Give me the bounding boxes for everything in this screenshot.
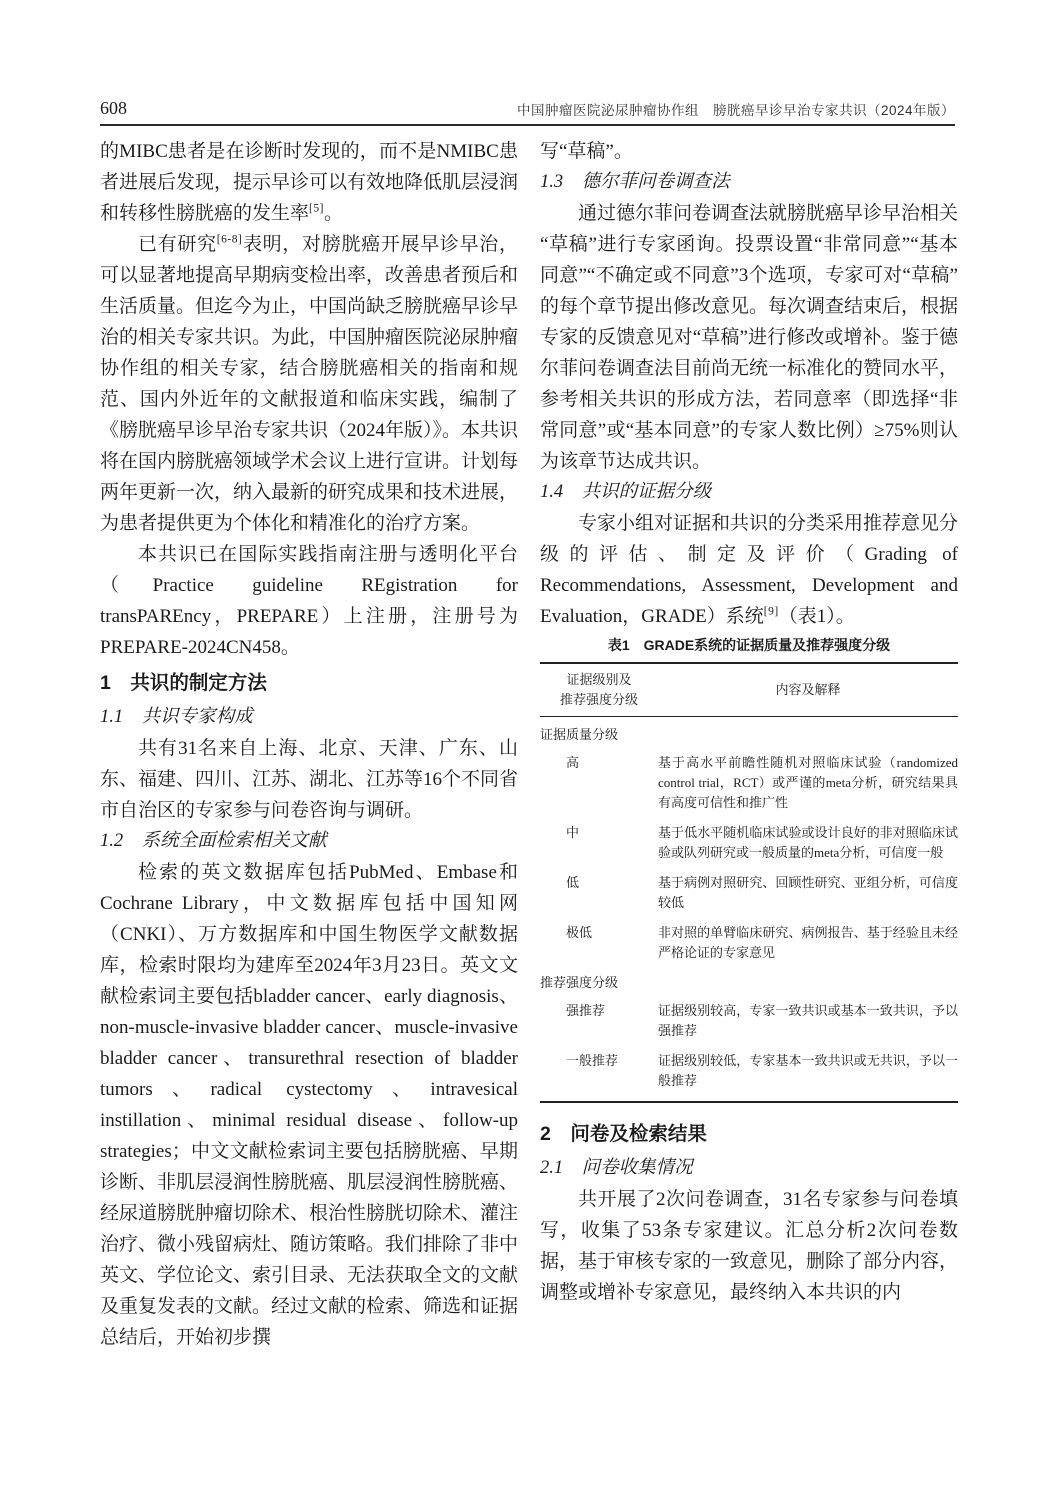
page-header bbox=[100, 98, 955, 126]
subsection-heading-1-2: 1.2 系统全面检索相关文献 bbox=[100, 831, 327, 851]
table-row-label: 强推荐 bbox=[566, 1003, 606, 1018]
table-row-desc: 基于低水平随机临床试验或设计良好的非对照临床试验或队列研究或一般质量的meta分析，可信度一般 bbox=[658, 825, 958, 860]
table-section-label: 证据质量分级 bbox=[540, 727, 619, 742]
paragraph bbox=[100, 229, 518, 539]
paragraph: 共有31名来自上海、北京、天津、广东、山东、福建、四川、江苏、湖北、江苏等16个不同省市自治区的专家参与问卷咨询与调研。 bbox=[100, 738, 519, 821]
table-row bbox=[540, 815, 958, 865]
grade-table bbox=[540, 662, 958, 1103]
left-column bbox=[100, 136, 518, 1353]
right-column bbox=[540, 136, 958, 1353]
paragraph: 写“草稿”。 bbox=[540, 141, 633, 162]
paragraph-text: 表明，对膀胱癌开展早诊早治，可以显著地提高早期病变检出率，改善患者预后和生活质量。但迄今为止，中国尚缺乏膀胱癌早诊早治的相关专家共识。为此，中国肿瘤医院泌尿肿瘤协作组的相关专家，结合膀胱癌相关的指南和规范、国内外近年的文献报道和临床实践，编制了《膀胱癌早诊早治专家共识（2024年版）》。本共识将在国内膀胱癌领域学术会议上进行宣讲。计划每两年更新一次，纳入最新的研究成果和技术进展，为患者提供更为个体化和精准化的治疗方案。 bbox=[100, 234, 519, 534]
section-heading-2: 2 问卷及检索结果 bbox=[540, 1123, 707, 1145]
running-head: 中国肿瘤医院泌尿肿瘤协作组 膀胱癌早诊早治专家共识（2024年版） bbox=[516, 103, 955, 118]
paragraph-text: （表1）。 bbox=[778, 606, 855, 627]
paragraph: 检索的英文数据库包括PubMed、Embase和Cochrane Library，中文数据库包括中国知网（CNKI）、万方数据库和中国生物医学文献数据库，检索时限均为建库至2024年3月23日。英文文献检索词主要包括bladder cancer、early diagnosis、non-muscle-invasive bladder cancer、muscle-invasive bladder cancer、transurethral resection of bladder tumors、radical cystectomy、intravesical instillation、minimal residual disease、follow-up strategies；中文文献检索词主要包括膀胱癌、早期诊断、非肌层浸润性膀胱癌、肌层浸润性膀胱癌、经尿道膀胱肿瘤切除术、根治性膀胱切除术、灌注治疗、微小残留病灶、随访策略。我们排除了非中英文、学位论文、索引目录、无法获取全文的文献及重复发表的文献。经过文献的检索、筛选和证据总结后，开始初步撰 bbox=[100, 862, 519, 1348]
table-row bbox=[540, 915, 958, 965]
table-row-desc: 基于病例对照研究、回顾性研究、亚组分析，可信度较低 bbox=[658, 875, 958, 910]
table-row bbox=[540, 745, 958, 815]
table1-block bbox=[540, 636, 958, 1103]
table-row-desc: 证据级别较高，专家一致共识或基本一致共识，予以强推荐 bbox=[658, 1003, 958, 1038]
table-row-desc: 非对照的单臂临床研究、病例报告、基于经验且未经严格论证的专家意见 bbox=[658, 925, 958, 960]
table-section-row bbox=[540, 965, 958, 993]
table-section-row bbox=[540, 717, 958, 746]
paragraph-text: 。 bbox=[323, 203, 343, 224]
reference-superscript: [5] bbox=[309, 202, 324, 215]
paragraph-text: 专家小组对证据和共识的分类采用推荐意见分级的评估、制定及评价（Grading of Recommendations, Assessment, Development and Evaluation，GRADE）系统 bbox=[540, 513, 959, 627]
table-row bbox=[540, 993, 958, 1043]
table-header-col1-line2: 推荐强度分级 bbox=[559, 692, 638, 707]
paragraph-text: 已有研究 bbox=[138, 234, 217, 255]
paragraph bbox=[100, 136, 518, 229]
subsection-heading-1-4: 1.4 共识的证据分级 bbox=[540, 482, 712, 502]
table-row-desc: 证据级别较低，专家基本一致共识或无共识，予以一般推荐 bbox=[658, 1053, 958, 1088]
subsection-heading-1-3: 1.3 德尔菲问卷调查法 bbox=[540, 172, 730, 192]
reference-superscript: [9] bbox=[763, 605, 779, 618]
table-row-label: 一般推荐 bbox=[566, 1053, 619, 1068]
paragraph-text: 的MIBC患者是在诊断时发现的，而不是NMIBC患者进展后发现，提示早诊可以有效地降低肌层浸润和转移性膀胱癌的发生率 bbox=[100, 141, 519, 224]
table-header-col2: 内容及解释 bbox=[658, 663, 958, 717]
table1-title: 表1 GRADE系统的证据质量及推荐强度分级 bbox=[607, 637, 891, 653]
page-number: 608 bbox=[100, 98, 127, 118]
paragraph: 本共识已在国际实践指南注册与透明化平台（Practice guideline REgistration for transPAREncy，PREPARE）上注册，注册号为PREPARE-2024CN458。 bbox=[100, 544, 518, 658]
table-header-col1-line1: 证据级别及 bbox=[566, 672, 632, 687]
body-columns bbox=[100, 136, 958, 1353]
table-row-label: 中 bbox=[566, 825, 580, 840]
reference-superscript: [6-8] bbox=[216, 233, 243, 246]
table-row-label: 低 bbox=[566, 875, 580, 890]
table-header-col1 bbox=[540, 663, 658, 717]
table-header-row bbox=[540, 663, 958, 717]
table-row bbox=[540, 1043, 958, 1102]
section-heading-1: 1 共识的制定方法 bbox=[100, 672, 267, 694]
paragraph: 共开展了2次问卷调查，31名专家参与问卷填写，收集了53条专家建议。汇总分析2次问卷数据，基于审核专家的一致意见，删除了部分内容，调整或增补专家意见，最终纳入本共识的内 bbox=[540, 1189, 959, 1303]
paragraph: 通过德尔菲问卷调查法就膀胱癌早诊早治相关“草稿”进行专家函询。投票设置“非常同意”“基本同意”“不确定或不同意”3个选项，专家可对“草稿”的每个章节提出修改意见。每次调查结束后，根据专家的反馈意见对“草稿”进行修改或增补。鉴于德尔菲问卷调查法目前尚无统一标准化的赞同水平，参考相关共识的形成方法，若同意率（即选择“非常同意”或“基本同意”的专家人数比例）≥75%则认为该章节达成共识。 bbox=[540, 203, 959, 472]
table-row-label: 高 bbox=[566, 755, 580, 770]
subsection-heading-2-1: 2.1 问卷收集情况 bbox=[540, 1158, 693, 1178]
paragraph bbox=[540, 508, 958, 632]
table-row-desc: 基于高水平前瞻性随机对照临床试验（randomized control trial，RCT）或严谨的meta分析，研究结果具有高度可信性和推广性 bbox=[658, 755, 958, 810]
table-row-label: 极低 bbox=[566, 925, 593, 940]
subsection-heading-1-1: 1.1 共识专家构成 bbox=[100, 707, 253, 727]
table-row bbox=[540, 865, 958, 915]
table-section-label: 推荐强度分级 bbox=[540, 975, 619, 990]
